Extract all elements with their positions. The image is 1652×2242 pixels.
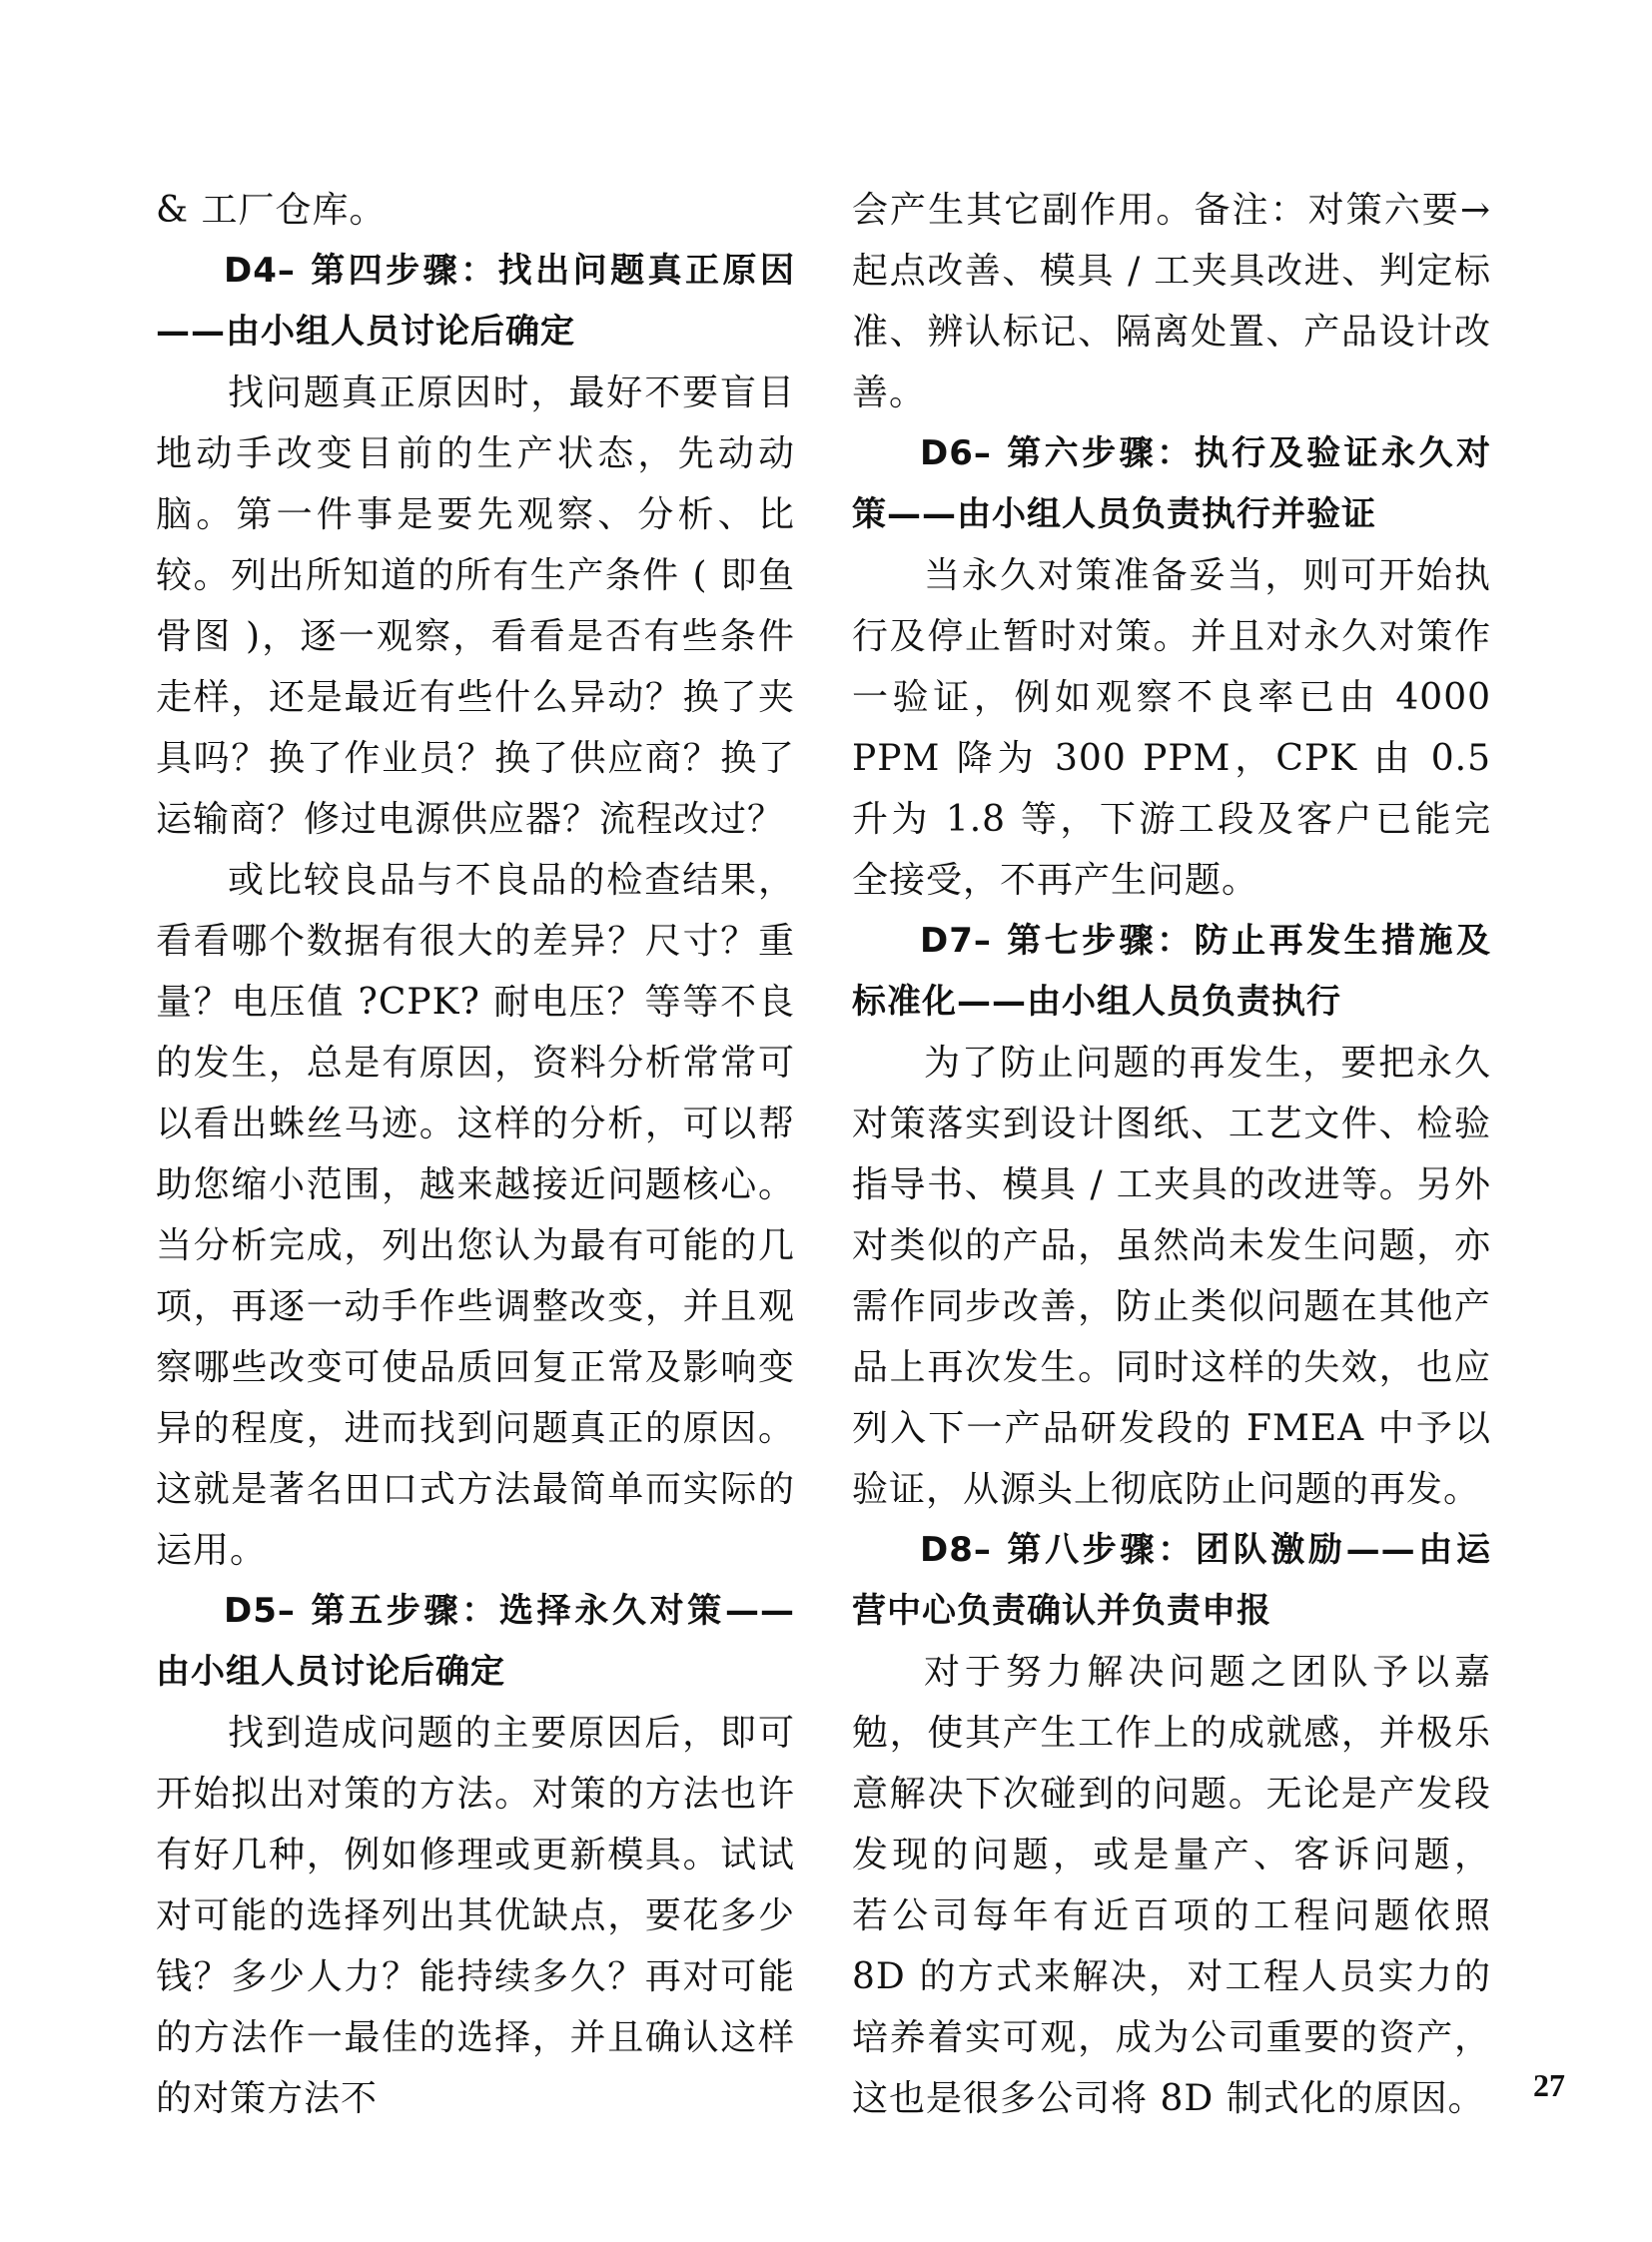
heading-d6: D6– 第六步骤：执行及验证永久对策——由小组人员负责执行并验证 (852, 433, 1491, 534)
heading-d5: D5– 第五步骤：选择永久对策——由小组人员讨论后确定 (156, 1591, 795, 1692)
right-column (852, 180, 1491, 2129)
paragraph-d5-continued: 会产生其它副作用。备注：对策六要→起点改善、模具 / 工夹具改进、判定标准、辨认标记、隔离处置、产品设计改善。 (852, 190, 1491, 413)
paragraph-d5: 找到造成问题的主要原因后，即可开始拟出对策的方法。对策的方法也许有好几种，例如修理或更新模具。试试对可能的选择列出其优缺点，要花多少钱？多少人力？能持续多久？再对可能的方法作一最佳的选择，并且确认这样的对策方法不 (156, 1713, 795, 2119)
heading-d8: D8– 第八步骤：团队激励——由运营中心负责确认并负责申报 (852, 1530, 1491, 1631)
left-column (156, 180, 795, 2129)
heading-d4: D4– 第四步骤：找出问题真正原因——由小组人员讨论后确定 (156, 251, 795, 352)
page-number: 27 (1533, 2067, 1565, 2103)
paragraph-d6: 当永久对策准备妥当，则可开始执行及停止暂时对策。并且对永久对策作一验证，例如观察不良率已由 4000 PPM 降为 300 PPM，CPK 由 0.5 升为 1.8 等，下游工段及客户已能完全接受，不再产生问题。 (852, 555, 1491, 901)
paragraph-d4-1: 找问题真正原因时，最好不要盲目地动手改变目前的生产状态，先动动脑。第一件事是要先观察、分析、比较。列出所知道的所有生产条件 ( 即鱼骨图 )，逐一观察，看看是否有些条件走样，还是最近有些什么异动？换了夹具吗？换了作业员？换了供应商？换了运输商？修过电源供应器？流程改过？ (156, 373, 795, 840)
continued-paragraph: & 工厂仓库。 (156, 190, 387, 231)
paragraph-d8: 对于努力解决问题之团队予以嘉勉，使其产生工作上的成就感，并极乐意解决下次碰到的问题。无论是产发段发现的问题，或是量产、客诉问题， 若公司每年有近百项的工程问题依照 8D 的方式来解决，对工程人员实力的培养着实可观，成为公司重要的资产，这也是很多公司将 8D 制式化的原因。 (852, 1652, 1491, 2119)
heading-d7: D7– 第七步骤：防止再发生措施及标准化——由小组人员负责执行 (852, 921, 1491, 1022)
paragraph-d7: 为了防止问题的再发生，要把永久对策落实到设计图纸、工艺文件、检验指导书、模具 / 工夹具的改进等。另外对类似的产品，虽然尚未发生问题，亦需作同步改善，防止类似问题在其他产品上再次发生。同时这样的失效，也应列入下一产品研发段的 FMEA 中予以验证，从源头上彻底防止问题的再发。 (852, 1043, 1491, 1510)
paragraph-d4-2: 或比较良品与不良品的检查结果，看看哪个数据有很大的差异？尺寸？重量？电压值 ?CPK? 耐电压？等等不良的发生，总是有原因，资料分析常常可以看出蛛丝马迹。这样的分析，可以帮助您缩小范围，越来越接近问题核心。当分析完成，列出您认为最有可能的几项，再逐一动手作些调整改变，并且观察哪些改变可使品质回复正常及影响变异的程度，进而找到问题真正的原因。这就是著名田口式方法最简单而实际的运用。 (156, 860, 795, 1571)
